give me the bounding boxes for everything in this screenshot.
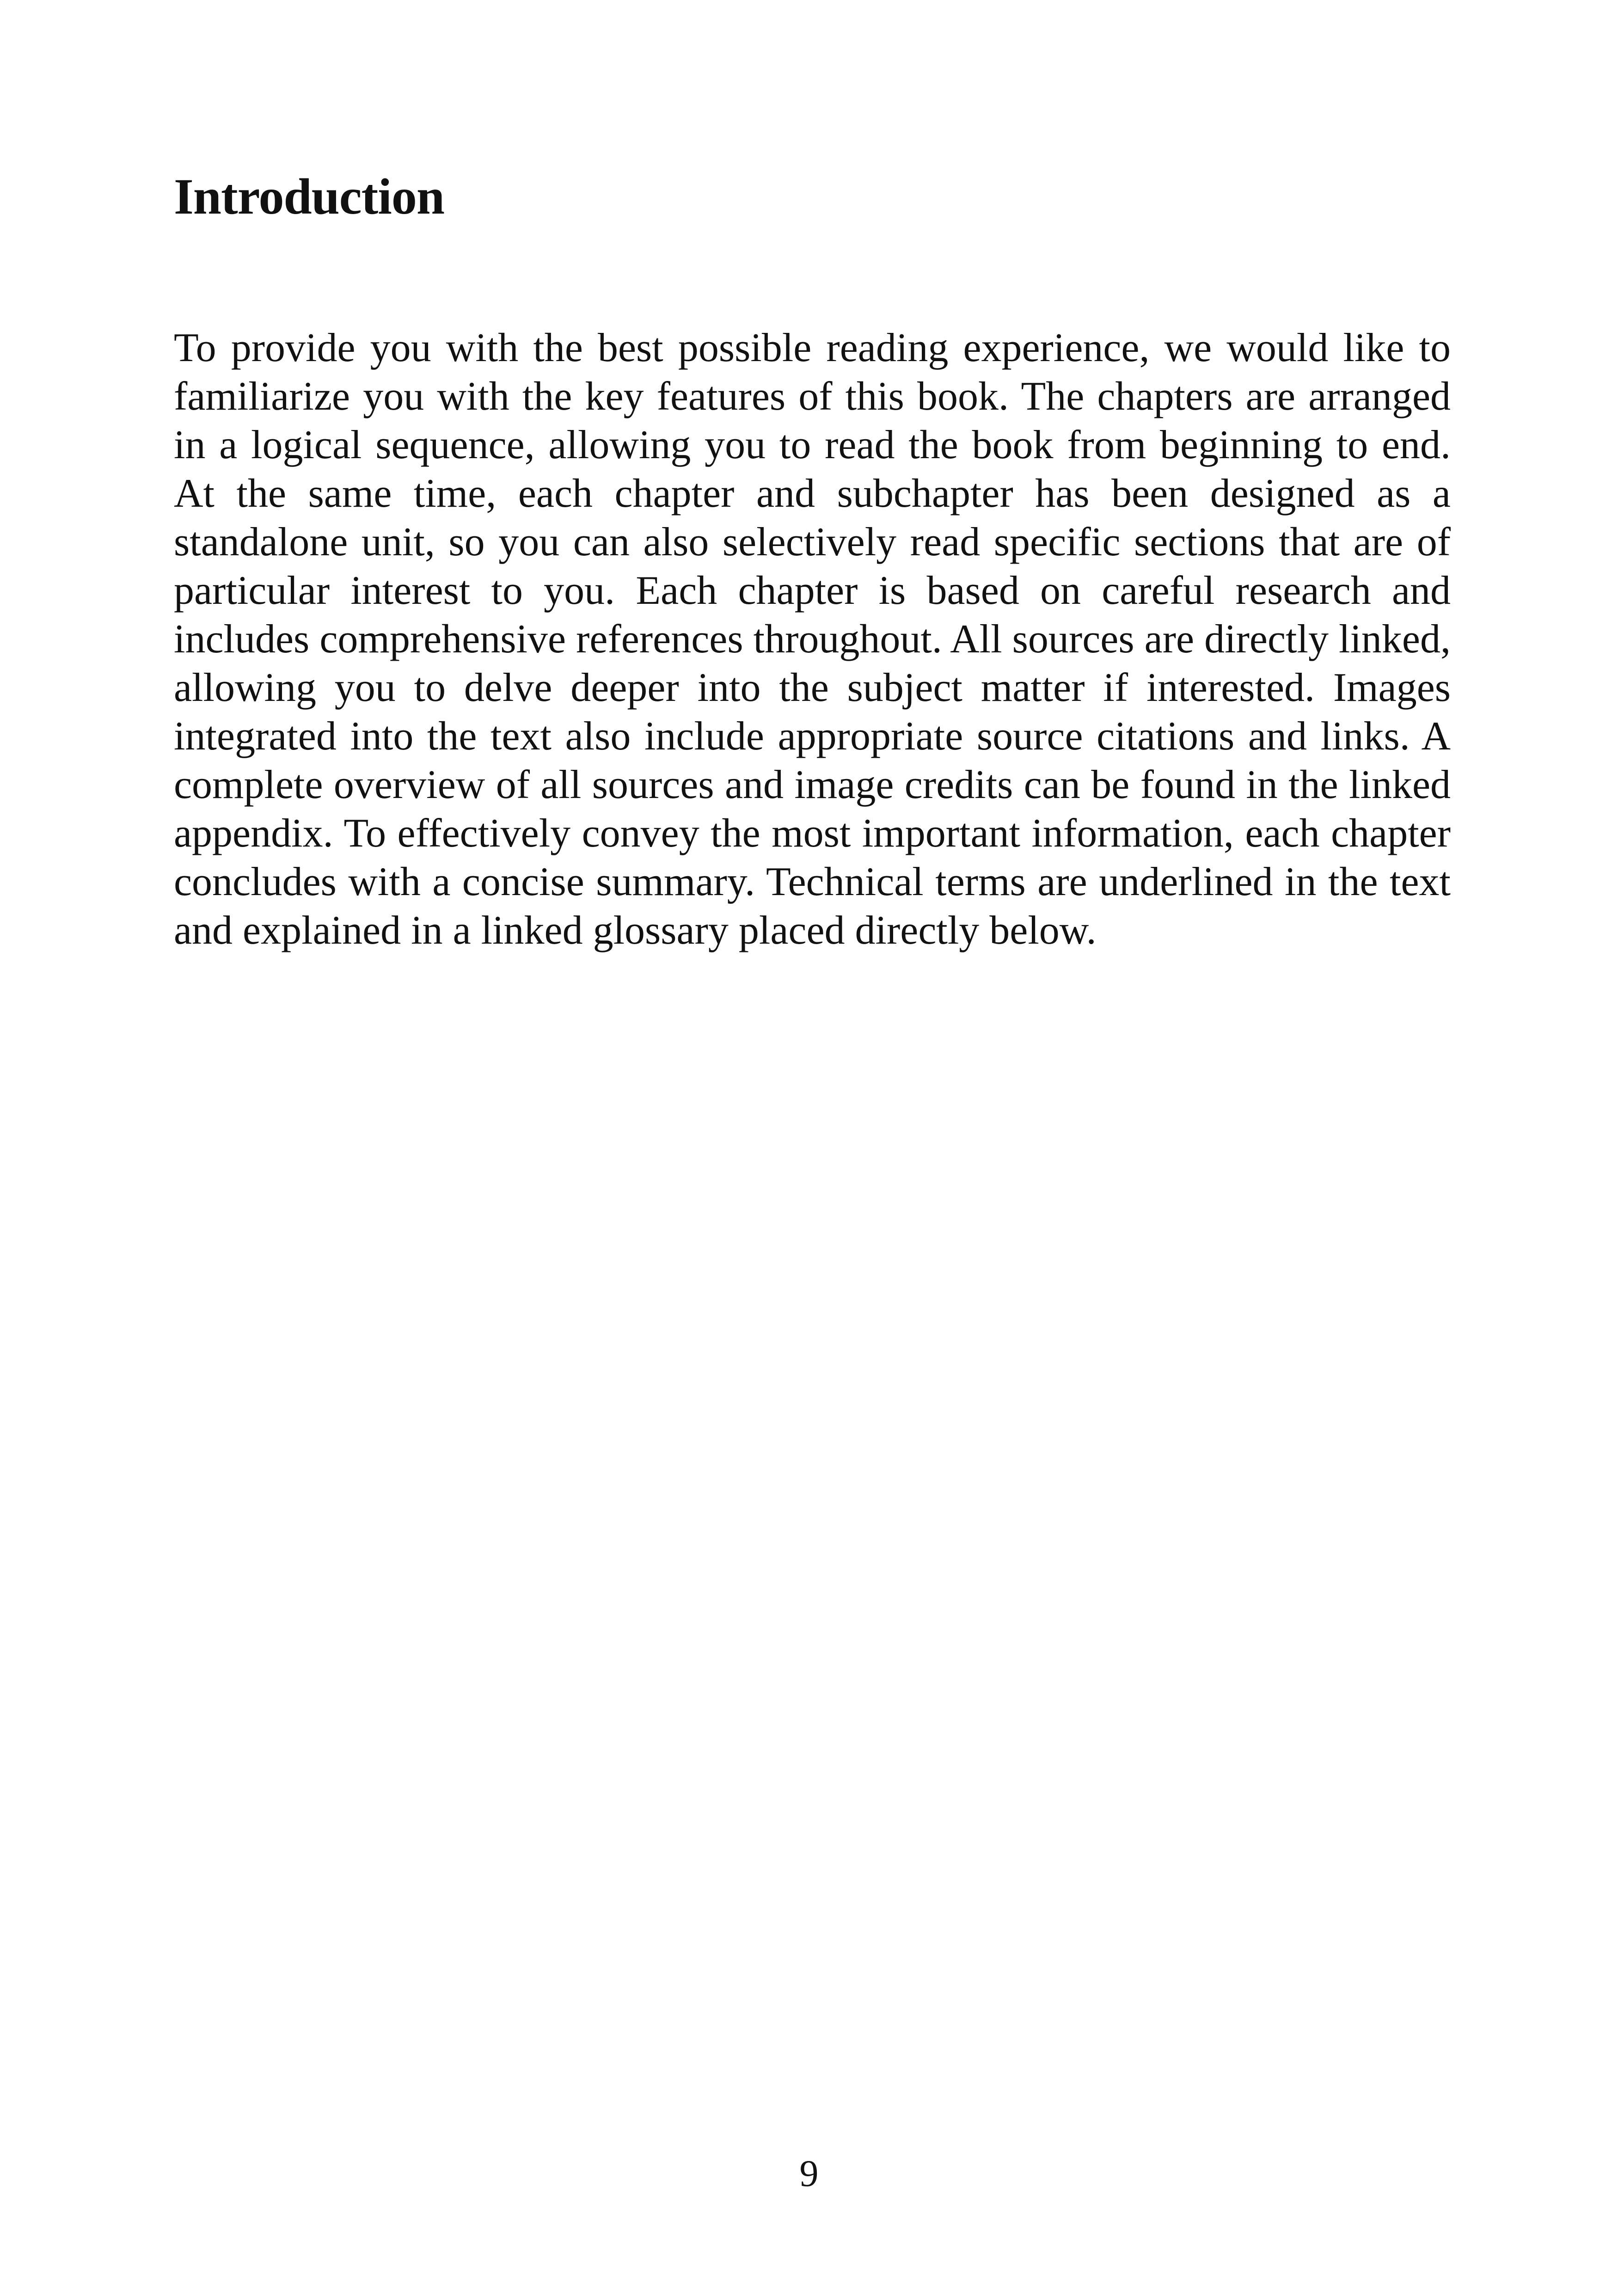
body-paragraph: To provide you with the best possible reading experience, we would like to familiarize you with the key features of this book. The chapters are arranged in a logical sequence, allowing you to read the book from beginning to end. At the same time, each chapter and subchapter has been designed as a standalone unit, so you can also selectively read specific sections that are of particular interest to you. Each chapter is based on careful research and includes comprehensive references throughout. All sources are directly linked, allowing you to delve deeper into the subject matter if interested. Images integrated into the text also include appropriate source citations and links. A complete overview of all sources and image credits can be found in the linked appendix. To effectively convey the most important information, each chapter concludes with a concise summary. Technical terms are underlined in the text and explained in a linked glossary placed directly below. [174, 325, 1451, 953]
page-number: 9 [799, 2152, 819, 2194]
page-title: Introduction [174, 168, 444, 225]
